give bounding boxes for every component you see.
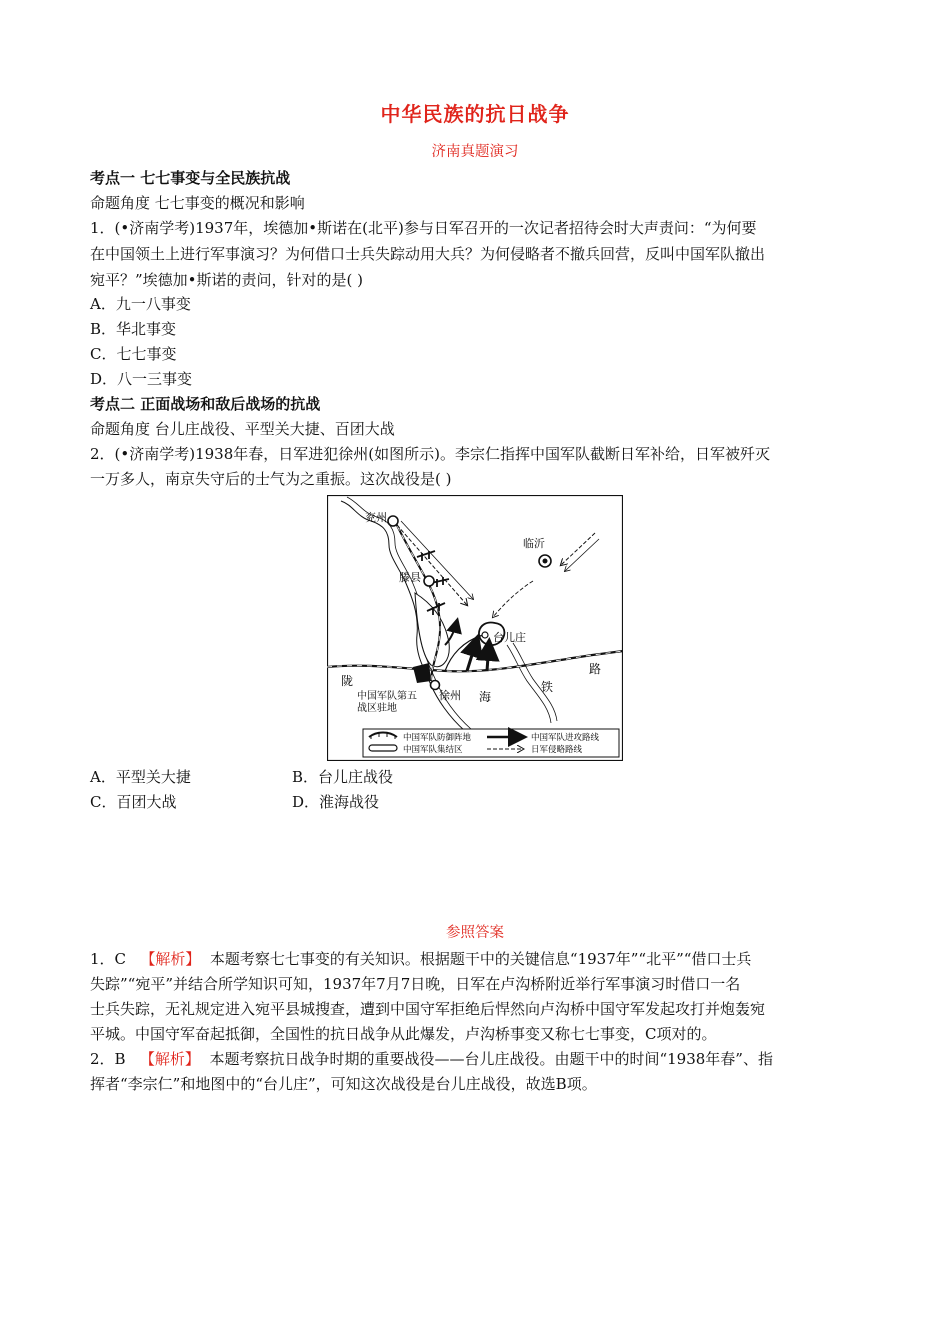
legend-invasion: 日军侵略路线 <box>531 745 583 755</box>
label-rail-lu: 路 <box>589 662 602 676</box>
label-rail-long: 陇 <box>341 674 354 688</box>
answer2-text-1: 本题考察抗日战争时期的重要战役——台儿庄战役。由题干中的时间“1938年春”、指 <box>209 1050 773 1068</box>
legend-defense: 中国军队防御阵地 <box>403 733 472 743</box>
legend-attack: 中国军队进攻路线 <box>531 733 600 743</box>
q2-option-c: C．百团大战 <box>90 793 177 811</box>
label-xuzhou: 徐州 <box>439 689 461 702</box>
label-hq-line2: 战区驻地 <box>357 703 397 714</box>
label-taierzhuang: 台儿庄 <box>493 631 526 644</box>
q1-option-d: D．八一三事变 <box>90 370 193 388</box>
battle-map <box>327 495 623 761</box>
label-tengxian: 滕县 <box>399 571 421 584</box>
q2-option-b: B．台儿庄战役 <box>292 768 394 786</box>
q1-line-3: 宛平？”埃德加•斯诺的责问，针对的是( ) <box>90 271 363 289</box>
label-rail-hai: 海 <box>479 690 492 704</box>
section1-heading: 考点一 七七事变与全民族抗战 <box>90 169 291 187</box>
label-rail-tie: 铁 <box>541 680 554 694</box>
answer2-label: 2．B <box>90 1050 126 1068</box>
answer2-tag: 【解析】 <box>139 1050 200 1068</box>
answer1-tag: 【解析】 <box>140 950 201 968</box>
q1-option-c: C．七七事变 <box>90 345 177 363</box>
q2-option-a: A．平型关大捷 <box>90 768 191 786</box>
q2-line-1: 2．(•济南学考)1938年春，日军进犯徐州(如图所示)。李宗仁指挥中国军队截断日军补给，日军被歼灭 <box>90 445 770 463</box>
label-hq-line1: 中国军队第五 <box>357 691 417 702</box>
q1-option-a: A．九一八事变 <box>90 295 191 313</box>
answer1-label: 1．C <box>90 950 127 968</box>
answer1-text-1: 本题考察七七事变的有关知识。根据题干中的关键信息“1937年”“北平”“借口士兵 <box>209 950 752 968</box>
answer1-line-2: 失踪”“宛平”并结合所学知识可知，1937年7月7日晚，日军在卢沟桥附近举行军事演习时借口一名 <box>90 975 741 993</box>
label-yanzhou: 兖州 <box>365 511 387 524</box>
answer2-line-2: 挥者“李宗仁”和地图中的“台儿庄”，可知这次战役是台儿庄战役，故选B项。 <box>90 1075 597 1093</box>
answer1-line-1 <box>90 947 860 972</box>
answer1-line-4: 平城。中国守军奋起抵御，全国性的抗日战争从此爆发，卢沟桥事变又称七七事变，C项对的。 <box>90 1025 717 1043</box>
legend-assembly: 中国军队集结区 <box>403 745 463 755</box>
answer2-line-1 <box>90 1047 860 1072</box>
answers-heading: 参照答案 <box>446 925 504 941</box>
label-linyi: 临沂 <box>523 537 545 550</box>
q2-line-2: 一万多人，南京失守后的士气为之重振。这次战役是( ) <box>90 470 452 488</box>
q1-line-1: 1．(•济南学考)1937年，埃德加•斯诺在(北平)参与日军召开的一次记者招待会时大声责问：“为何要 <box>90 219 757 237</box>
q2-option-d: D．淮海战役 <box>292 793 380 811</box>
page-subtitle: 济南真题演习 <box>431 144 519 160</box>
page-title: 中华民族的抗日战争 <box>380 102 570 126</box>
section2-heading: 考点二 正面战场和敌后战场的抗战 <box>90 395 321 413</box>
answer1-line-3: 士兵失踪，无礼规定进入宛平县城搜查，遭到中国守军拒绝后悍然向卢沟桥中国守军发起攻打并炮轰宛 <box>90 1000 766 1018</box>
q1-option-b: B．华北事变 <box>90 320 177 338</box>
q1-line-2: 在中国领土上进行军事演习？为何借口士兵失踪动用大兵？为何侵略者不撤兵回营，反叫中国军队撤出 <box>90 245 766 263</box>
section1-angle: 命题角度 七七事变的概况和影响 <box>90 194 305 212</box>
section2-angle: 命题角度 台儿庄战役、平型关大捷、百团大战 <box>90 420 395 438</box>
